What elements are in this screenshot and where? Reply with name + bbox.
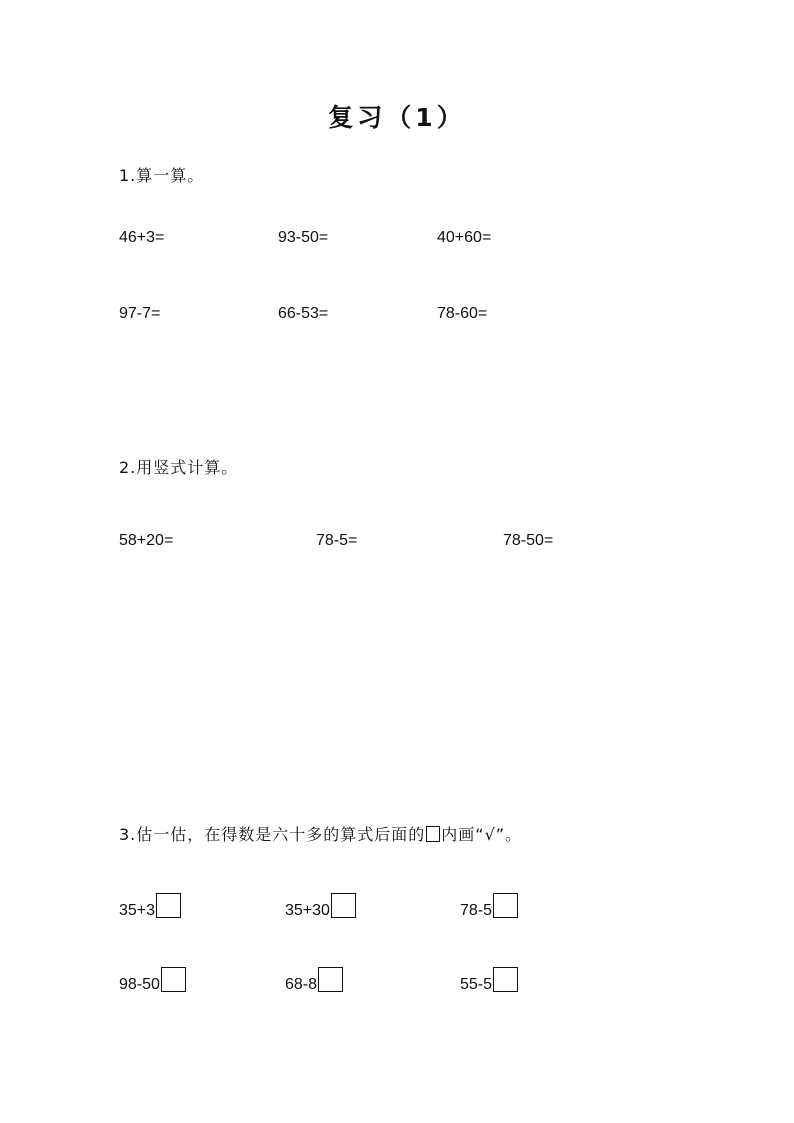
question-3-heading — [119, 822, 522, 845]
answer-box[interactable] — [493, 967, 518, 992]
expr-1-2-3: 78-60= — [437, 305, 488, 322]
expr-1-1-3: 40+60= — [437, 229, 492, 246]
answer-box[interactable] — [156, 893, 181, 918]
expr-1-2-2: 66-53= — [278, 305, 329, 322]
answer-box[interactable] — [331, 893, 356, 918]
estimate-item — [285, 893, 356, 921]
expr-1-2-1: 97-7= — [119, 305, 161, 322]
expr-2-3: 78-50= — [503, 532, 554, 549]
expr-1-1-1: 46+3= — [119, 229, 165, 246]
estimate-expr: 35+3 — [119, 902, 156, 919]
estimate-item — [460, 893, 518, 921]
question-3-heading-part2: 内画“√”。 — [441, 825, 523, 844]
question-2-heading: 2.用竖式计算。 — [119, 458, 239, 477]
answer-box[interactable] — [161, 967, 186, 992]
expr-1-1-2: 93-50= — [278, 229, 329, 246]
answer-box[interactable] — [318, 967, 343, 992]
estimate-item — [119, 967, 186, 995]
inline-box-icon — [426, 826, 440, 842]
estimate-item — [460, 967, 518, 995]
estimate-item — [285, 967, 343, 995]
estimate-item — [119, 893, 181, 921]
answer-box[interactable] — [493, 893, 518, 918]
estimate-expr: 98-50 — [119, 976, 160, 993]
estimate-expr: 68-8 — [285, 976, 318, 993]
question-3-heading-part1: 3.估一估，在得数是六十多的算式后面的 — [119, 825, 426, 844]
estimate-expr: 35+30 — [285, 902, 330, 919]
page-title: 复习（1） — [328, 103, 466, 132]
expr-2-2: 78-5= — [316, 532, 358, 549]
expr-2-1: 58+20= — [119, 532, 174, 549]
estimate-expr: 55-5 — [460, 976, 493, 993]
estimate-expr: 78-5 — [460, 902, 493, 919]
question-1-heading: 1.算一算。 — [119, 166, 205, 185]
